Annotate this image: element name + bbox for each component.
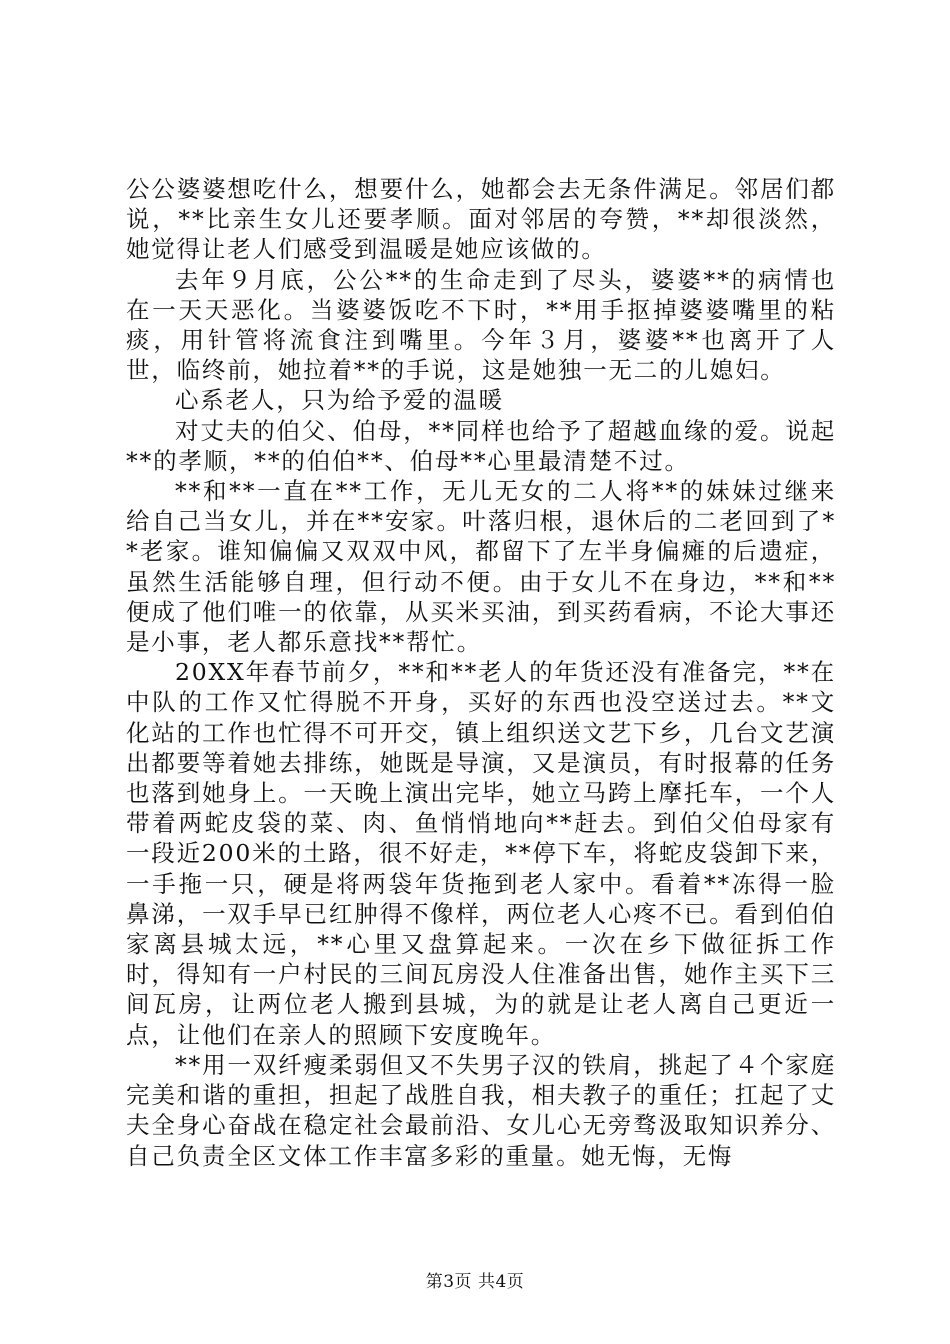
paragraph: 对丈夫的伯父、伯母，**同样也给予了超越血缘的爱。说起**的孝顺，**的伯伯**、伯母**心里最清楚不过。 <box>126 416 836 475</box>
paragraph: 公公婆婆想吃什么，想要什么，她都会去无条件满足。邻居们都说，**比亲生女儿还要孝顺。面对邻居的夸赞，**却很淡然，她觉得让老人们感受到温暖是她应该做的。 <box>126 175 836 264</box>
page-footer: 第3页 共4页 <box>425 1272 525 1292</box>
paragraph: **和**一直在**工作，无儿无女的二人将**的妹妹过继来给自己当女儿，并在**安家。叶落归根，退休后的二老回到了**老家。谁知偏偏又双双中风，都留下了左半身偏瘫的后遗症，虽然生活能够自理，但行动不便。由于女儿不在身边，**和**便成了他们唯一的依靠，从买米买油，到买药看病，不论大事还是小事，老人都乐意找**帮忙。 <box>126 477 836 657</box>
paragraph: 去年９月底，公公**的生命走到了尽头，婆婆**的病情也在一天天恶化。当婆婆饭吃不下时，**用手抠掉婆婆嘴里的粘痰，用针管将流食注到嘴里。今年３月，婆婆**也离开了人世，临终前，她拉着**的手说，这是她独一无二的儿媳妇。 <box>126 265 836 385</box>
document-body <box>126 174 836 1171</box>
paragraph: 20XX年春节前夕，**和**老人的年货还没有准备完，**在中队的工作又忙得脱不开身，买好的东西也没空送过去。**文化站的工作也忙得不可开交，镇上组织送文艺下乡，几台文艺演出都要等着她去排练，她既是导演，又是演员，有时报幕的任务也落到她身上。一天晚上演出完毕，她立马跨上摩托车，一个人带着两蛇皮袋的菜、肉、鱼悄悄地向**赶去。到伯父伯母家有一段近200米的土路，很不好走，**停下车，将蛇皮袋卸下来，一手拖一只，硬是将两袋年货拖到老人家中。看着**冻得一脸鼻涕，一双手早已红肿得不像样，两位老人心疼不已。看到伯伯家离县城太远，**心里又盘算起来。一次在乡下做征拆工作时，得知有一户村民的三间瓦房没人住准备出售，她作主买下三间瓦房，让两位老人搬到县城，为的就是让老人离自己更近一点，让他们在亲人的照顾下安度晚年。 <box>126 658 836 1049</box>
section-heading: 心系老人，只为给予爱的温暖 <box>175 386 504 415</box>
paragraph: **用一双纤瘦柔弱但又不失男子汉的铁肩，挑起了４个家庭完美和谐的重担，担起了战胜自我，相夫教子的重任；扛起了丈夫全身心奋战在稳定社会最前沿、女儿心无旁骛汲取知识养分、自己负责全区文体工作丰富多彩的重量。她无悔，无悔 <box>126 1050 836 1170</box>
